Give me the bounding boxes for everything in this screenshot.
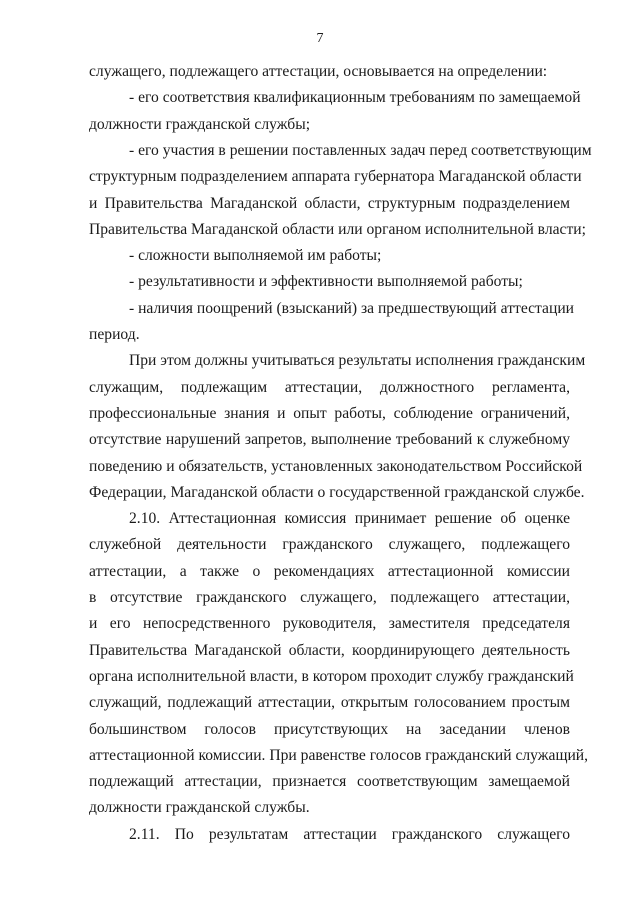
- text-line: 2.10. Аттестационная комиссия принимает решение об оценке: [129, 510, 570, 528]
- text-line: служащий, подлежащий аттестации, открытым голосованием простым: [89, 694, 570, 712]
- text-line: период.: [89, 326, 140, 343]
- text-line: - его соответствия квалификационным требованиям по замещаемой: [129, 89, 581, 107]
- text-line: и Правительства Магаданской области, структурным подразделением: [89, 194, 570, 212]
- text-line: аттестации, а также о рекомендациях аттестационной комиссии: [89, 562, 570, 580]
- text-line: Федерации, Магаданской области о государственной гражданской службе.: [89, 483, 585, 501]
- text-line: органа исполнительной власти, в котором проходит службу гражданский: [89, 667, 574, 685]
- page-number: 7: [316, 31, 324, 46]
- text-line: служащего, подлежащего аттестации, основывается на определении:: [89, 63, 548, 80]
- text-line: подлежащий аттестации, признается соответствующим замещаемой: [89, 773, 570, 791]
- text-line: в отсутствие гражданского служащего, подлежащего аттестации,: [89, 589, 570, 606]
- text-line: поведению и обязательств, установленных законодательством Российской: [89, 457, 583, 475]
- text-line: Правительства Магаданской области или органом исполнительной власти;: [89, 220, 586, 238]
- text-line: При этом должны учитываться результаты исполнения гражданским: [129, 352, 586, 370]
- text-line: отсутствие нарушений запретов, выполнение требований к служебному: [89, 431, 570, 449]
- text-line: профессиональные знания и опыт работы, соблюдение ограничений,: [89, 404, 570, 422]
- text-line: служащим, подлежащим аттестации, должностного регламента,: [89, 378, 570, 396]
- text-line: - сложности выполняемой им работы;: [129, 247, 382, 265]
- text-line: должности гражданской службы;: [89, 115, 311, 133]
- text-line: - его участия в решении поставленных задач перед соответствующим: [129, 141, 592, 159]
- text-line: служебной деятельности гражданского служащего, подлежащего: [89, 536, 570, 554]
- text-line: - результативности и эффективности выполняемой работы;: [129, 273, 523, 291]
- text-line: 2.11. По результатам аттестации гражданского служащего: [129, 825, 570, 843]
- text-line: должности гражданской службы.: [89, 799, 310, 817]
- text-line: структурным подразделением аппарата губернатора Магаданской области: [89, 168, 582, 186]
- text-line: и его непосредственного руководителя, заместителя председателя: [89, 615, 570, 633]
- text-line: - наличия поощрений (взысканий) за предшествующий аттестации: [129, 299, 575, 317]
- text-line: аттестационной комиссии. При равенстве голосов гражданский служащий,: [89, 746, 589, 764]
- text-line: Правительства Магаданской области, координирующего деятельность: [89, 641, 570, 659]
- text-line: большинством голосов присутствующих на заседании членов: [89, 720, 570, 738]
